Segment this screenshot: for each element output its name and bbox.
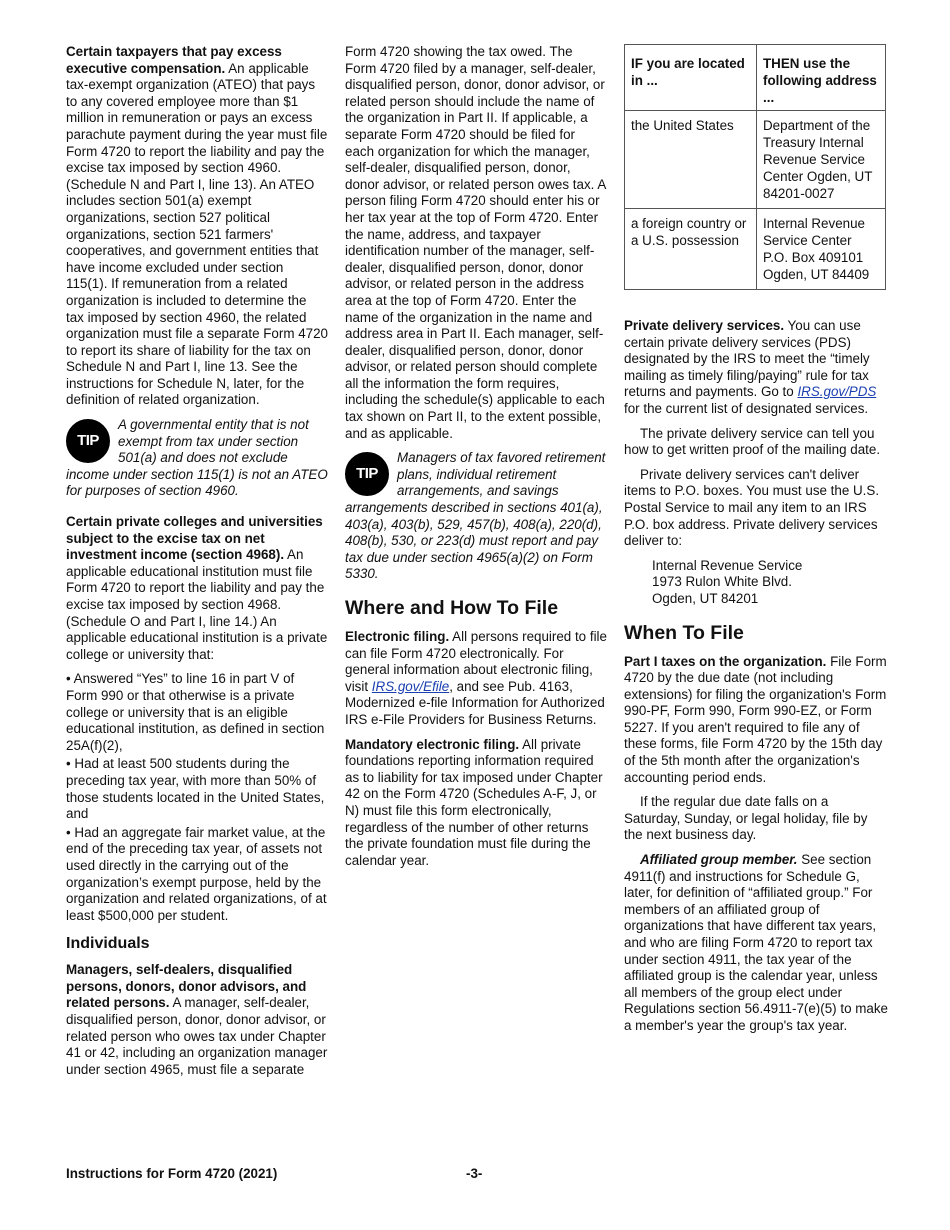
heading-individuals: Individuals — [66, 935, 150, 953]
bullet-item: • Answered “Yes” to line 16 in part V of Form 990 or that otherwise is a private college or university that is an eligible educational institution, as defined in section 25A(f)(2), — [66, 671, 328, 754]
lead-managers: Managers, self-dealers, disqualified persons, donors, donor advisors, and related persons. — [66, 962, 307, 1011]
lead-private-colleges: Certain private colleges and universities subject to the excise tax on net investment income (section 4968). — [66, 514, 323, 563]
text-affiliated-group: See section 4911(f) and instructions for Schedule G, later, for definition of “affiliated group.” For members of an affiliated group of organizations that have different tax years, and who are filing Form 4720 to report tax under section 4911, the tax year of the affiliated group is the calendar year, unless all members of the group elect under Regulations section 56.4911-7(e)(5) to make a member's year the group's tax year. — [624, 852, 888, 1033]
text-electronic-filing-b: , and see Pub. 4163, Modernized e-file Information for Authorized IRS e-File Providers for Business Returns. — [345, 678, 605, 727]
irs-address — [652, 558, 888, 608]
text-managers: A manager, self-dealer, disqualified person, donor, donor advisor, or related person who owes tax under Chapter 41 or 42, including an organization manager under section 4965, must file a separate — [66, 995, 328, 1077]
heading-where-how-to-file: Where and How To File — [345, 597, 559, 619]
tip-text: A governmental entity that is not exempt from tax under section 501(a) and does not exclude income under section 115(1) is not an ATEO for purposes of section 4960. — [66, 417, 328, 499]
footer-page-number: -3- — [466, 1166, 483, 1181]
table-row — [625, 111, 886, 209]
paragraph-written-proof: The private delivery service can tell you how to get written proof of the mailing date. — [624, 425, 881, 458]
bullet-item: • Had an aggregate fair market value, at the end of the preceding tax year, of assets not used directly in the carrying out of the organization’s exempt purpose, held by the organization and related organizations, of at least $500,000 per student. — [66, 825, 328, 925]
lead-mandatory-efiling: Mandatory electronic filing. — [345, 736, 520, 752]
link-irs-efile[interactable]: IRS.gov/Efile — [371, 678, 450, 694]
table-row — [625, 209, 886, 290]
table-cell-address: Department of the Treasury Internal Revenue Service Center Ogden, UT 84201-0027 — [757, 111, 886, 209]
text-private-delivery: You can use certain private delivery services (PDS) designated by the IRS to meet the “timely mailing as timely filing/paying” rule for tax returns and payments. Go to — [624, 318, 870, 400]
column-3 — [624, 44, 888, 1043]
text-mandatory-efiling: All private foundations reporting information required as to liability for tax imposed under Chapter 42 on the Form 4720 (Schedules A-F, J, or N) must file this form electronically, regardless of the number of other returns the private foundation must file during the calendar year. — [345, 736, 603, 868]
text-part-i-taxes: File Form 4720 by the due date (not including extensions) for filing the organization's Form 990-PF, Form 990, Form 990-EZ, or Form 5227. If you aren't required to file any of these forms, file Form 4720 by the 15th day of the 5th month after the organization's accounting period ends. — [624, 653, 887, 785]
paragraph-private-delivery — [624, 318, 888, 418]
lead-private-delivery: Private delivery services. — [624, 318, 785, 333]
paragraph-managers — [66, 962, 328, 1078]
text-private-delivery-b: for the current list of designated services. — [624, 400, 869, 416]
footer-form-title: Instructions for Form 4720 (2021) — [66, 1166, 278, 1181]
heading-when-to-file: When To File — [624, 621, 744, 644]
table-header-location: IF you are located in ... — [625, 45, 757, 111]
lead-part-i-taxes: Part I taxes on the organization. — [624, 653, 827, 669]
paragraph-private-colleges — [66, 514, 328, 663]
address-line: Internal Revenue Service — [652, 557, 803, 573]
column-2 — [345, 44, 607, 877]
tip-icon: TIP — [345, 452, 389, 496]
paragraph-mandatory-efiling — [345, 737, 607, 870]
paragraph-po-boxes: Private delivery services can't deliver items to P.O. boxes. You must use the U.S. Postal Service to mail any item to an IRS P.O. box address. Private delivery services deliver to: — [624, 466, 880, 549]
paragraph-executive-compensation — [66, 44, 328, 409]
table-cell-address: Internal Revenue Service Center P.O. Box 409101 Ogden, UT 84409 — [757, 209, 886, 290]
text-electronic-filing: All persons required to file can file Form 4720 electronically. For general information about electronic filing, visit — [345, 629, 607, 694]
tip-retirement-plans — [345, 450, 607, 583]
address-line: 1973 Rulon White Blvd. — [652, 574, 792, 590]
table-cell-location: the United States — [625, 111, 757, 209]
paragraph-part-i-taxes — [624, 654, 888, 787]
paragraph-form-continuation: Form 4720 showing the tax owed. The Form 4720 filed by a manager, self-dealer, disqualified person, donor, donor advisor, or related person should include the name of the organization in Part II. If applicable, a separate Form 4720 should be filed for each organization for which the manager, self-dealer, disqualified person, donor, donor advisor, or related person owes tax. A person filing Form 4720 should enter his or her tax year at the top of Form 4720. Enter the name, address, and taxpayer identification number of the manager, self-dealer, disqualified person, donor, donor advisor, or related person in the address area at the top of Form 4720. Enter the name of the organization in the name and address area in Part II. Each manager, self-dealer, disqualified person, donor, donor advisor, or related person should complete all the information the form requires, including the schedule(s) applicable to each tax shown on Part II, to the extent possible, and as applicable. — [345, 44, 606, 441]
text-executive-compensation: An applicable tax-exempt organization (ATEO) that pays to any covered employee more than $1 million in remuneration or pays an excess parachute payment during the year must file Form 4720 to report the liability and pay the excise tax imposed by section 4960. (Schedule N and Part I, line 13). An ATEO includes section 501(a) exempt organizations, section 527 political organizations, section 521 farmers' cooperatives, and government entities that have income excluded under section 115(1). If remuneration from a related organization is included to determine the tax imposed by section 4960, the related organization must file a separate Form 4720 to report its share of liability for the tax on Schedule N and Part I, line 13. See the instructions for Schedule N, later, for the definition of related organization. — [66, 60, 329, 408]
table-cell-location: a foreign country or a U.S. possession — [625, 209, 757, 290]
column-1 — [66, 44, 328, 1086]
address-line: Ogden, UT 84201 — [652, 590, 759, 606]
link-irs-pds[interactable]: IRS.gov/PDS — [797, 384, 877, 400]
tip-text: Managers of tax favored retirement plans, individual retirement arrangements, and savings arrangements described in sections 401(a), 403(a), 403(b), 529, 457(b), 408(a), 220(d), 408(b), 530, or 223(d) must report and pay tax due under section 4965(a)(2) on Form 5330. — [345, 450, 606, 582]
lead-executive-compensation: Certain taxpayers that pay excess executive compensation. — [66, 44, 282, 76]
paragraph-due-date-holiday: If the regular due date falls on a Saturday, Sunday, or legal holiday, file by the next business day. — [624, 794, 868, 843]
tip-icon: TIP — [66, 419, 110, 463]
bullet-item: • Had at least 500 students during the preceding tax year, with more than 50% of those students located in the United States, and — [66, 756, 328, 822]
table-header-address: THEN use the following address ... — [757, 45, 886, 111]
paragraph-affiliated-group — [624, 852, 888, 1035]
lead-electronic-filing: Electronic filing. — [345, 629, 450, 644]
lead-affiliated-group: Affiliated group member. — [640, 852, 798, 868]
table-header-row — [625, 45, 886, 111]
address-table — [624, 44, 886, 290]
paragraph-electronic-filing — [345, 629, 607, 729]
tip-governmental-entity — [66, 417, 328, 500]
bullet-list — [66, 671, 328, 924]
text-private-colleges: An applicable educational institution must file Form 4720 to report the liability and pay the excise tax imposed by section 4968. (Schedule O and Part I, line 14.) An applicable educational institution is a private college or university that: — [66, 547, 328, 662]
